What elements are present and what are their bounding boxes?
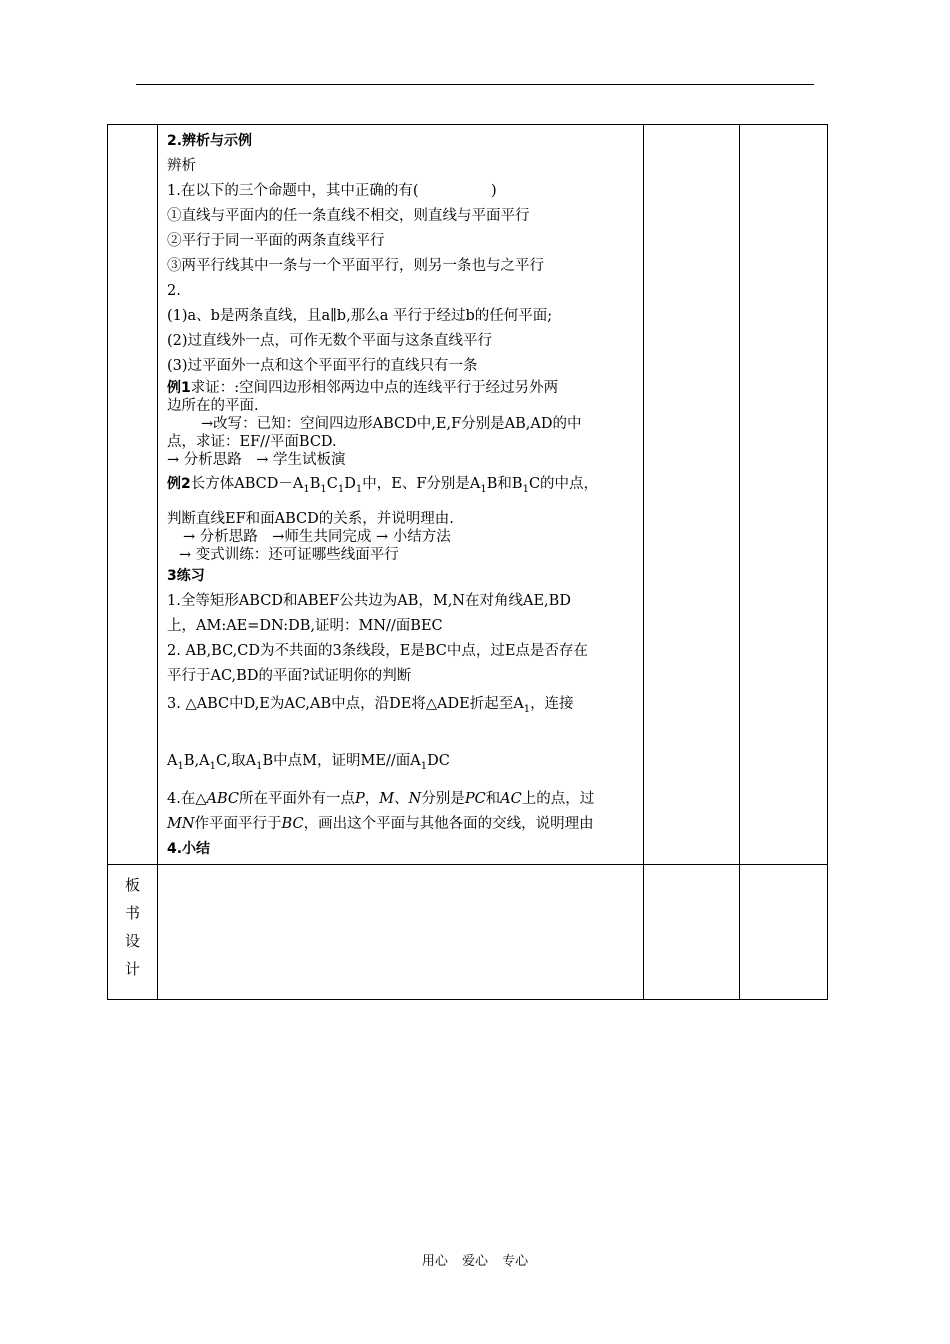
content-cell: [158, 125, 644, 865]
example-1-steps: → 分析思路 → 学生试板演: [167, 452, 346, 468]
practice-2b: 平行于AC,BD的平面?试证明你的判断: [167, 668, 412, 684]
practice-4b: MN作平面平行于BC，画出这个平面与其他各面的交线，说明理由: [167, 816, 594, 832]
sub-heading: 辨析: [167, 158, 196, 174]
q1-item-1: ①直线与平面内的任一条直线不相交，则直线与平面平行: [167, 208, 530, 224]
example-1-line4: 点，求证：EF//平面BCD.: [167, 434, 337, 450]
question-1: 1.在以下的三个命题中，其中正确的有( ): [167, 183, 497, 199]
board-design-label: 板 书 设 计: [108, 865, 158, 1000]
lesson-table: [107, 124, 828, 1000]
example-2-line2: 判断直线EF和面ABCD的关系，并说明理由.: [167, 511, 454, 527]
question-2: 2.: [167, 283, 181, 299]
page-footer: 用心 爱心 专心: [421, 1254, 529, 1269]
section3-heading: 3练习: [167, 568, 205, 584]
empty-cell: [740, 865, 828, 1000]
practice-2a: 2. AB,BC,CD为不共面的3条线段，E是BC中点，过E点是否存在: [167, 643, 588, 659]
practice-3a: 3. △ABC中D,E为AC,AB中点，沿DE将△ADE折起至$A_1$，连接: [167, 696, 574, 715]
practice-1b: 上，AM:AE=DN:DB,证明：MN//面BEC: [167, 618, 443, 634]
q1-item-3: ③两平行线其中一条与一个平面平行，则另一条也与之平行: [167, 258, 544, 274]
empty-cell: [644, 865, 740, 1000]
section-heading: 2.辨析与示例: [167, 133, 253, 149]
practice-1a: 1.全等矩形ABCD和ABEF公共边为AB，M,N在对角线AE,BD: [167, 593, 571, 609]
q1-item-2: ②平行于同一平面的两条直线平行: [167, 233, 385, 249]
table-row: [108, 125, 828, 865]
example-1-rewrite: →改写：已知：空间四边形ABCD中,E,F分别是AB,AD的中: [201, 416, 582, 432]
example-1-line2: 边所在的平面.: [167, 398, 259, 414]
example-2: 例2长方体$ABCD-A_1B_1C_1D_1$中，E、F分别是$A_1B$和$B_1C$的中点，: [167, 476, 599, 495]
practice-3b: $A_1B,A_1C$,取$A_1B$中点M，证明ME//面$A_1DC$: [167, 753, 450, 772]
q2-item-2: (2)过直线外一点，可作无数个平面与这条直线平行: [167, 333, 493, 349]
q2-item-3: (3)过平面外一点和这个平面平行的直线只有一条: [167, 358, 478, 374]
section4-heading: 4.小结: [167, 841, 211, 857]
board-design-cell: [158, 865, 644, 1000]
header-rule: [136, 84, 814, 85]
practice-4a: 4.在△ABC所在平面外有一点P，M、N分别是PC和AC上的点，过: [167, 791, 595, 807]
example-2-variant: → 变式训练：还可证哪些线面平行: [179, 547, 399, 563]
empty-cell: [740, 125, 828, 865]
example-2-steps: → 分析思路 →师生共同完成 → 小结方法: [183, 529, 451, 545]
label-cell: [108, 125, 158, 865]
q2-item-1: (1)a、b是两条直线，且a∥b,那么a 平行于经过b的任何平面;: [167, 308, 553, 324]
empty-cell: [644, 125, 740, 865]
table-row: [108, 865, 828, 1000]
example-1: 例1求证：:空间四边形相邻两边中点的连线平行于经过另外两: [167, 380, 559, 396]
